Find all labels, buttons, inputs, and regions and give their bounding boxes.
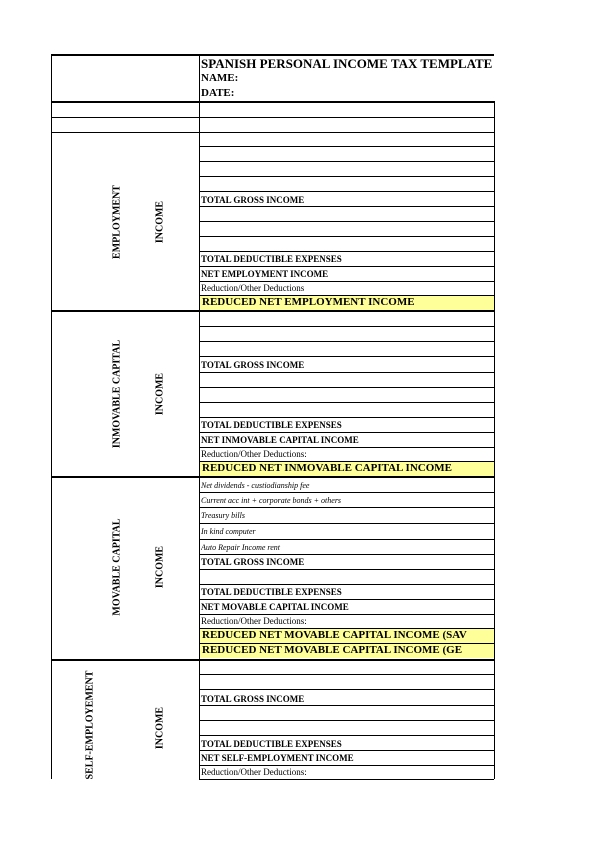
row-line bbox=[199, 387, 494, 388]
inmovable-net: NET INMOVABLE CAPITAL INCOME bbox=[201, 435, 359, 445]
self-employment-total-deductible: TOTAL DEDUCTIBLE EXPENSES bbox=[201, 739, 342, 749]
employment-reduced-net-highlight bbox=[200, 296, 494, 310]
section-divider bbox=[51, 659, 494, 661]
movable-item: Auto Repair Income rent bbox=[201, 543, 281, 552]
section-divider bbox=[51, 310, 494, 312]
name-label: NAME: bbox=[201, 72, 239, 84]
header-bottom-border bbox=[51, 101, 494, 103]
self-employment-net: NET SELF-EMPLOYMENT INCOME bbox=[201, 753, 354, 763]
section-type-employment: INCOME bbox=[154, 200, 166, 244]
row-line bbox=[199, 569, 494, 570]
row-line bbox=[199, 554, 494, 555]
row-line bbox=[199, 206, 494, 207]
row-line bbox=[199, 674, 494, 675]
section-type-inmovable: INCOME bbox=[154, 372, 166, 416]
movable-net: NET MOVABLE CAPITAL INCOME bbox=[201, 602, 349, 612]
row-line bbox=[199, 236, 494, 237]
row-line bbox=[199, 356, 494, 357]
section-divider bbox=[51, 476, 494, 478]
inmovable-reduction: Reduction/Other Deductions: bbox=[201, 449, 307, 459]
row-line bbox=[199, 146, 494, 147]
movable-item: Net dividends - custiodianship fee bbox=[201, 481, 310, 490]
row-line bbox=[199, 161, 494, 162]
row-line bbox=[199, 176, 494, 177]
row-line bbox=[199, 432, 494, 433]
row-line bbox=[199, 507, 494, 508]
section-type-self-employment: INCOME bbox=[154, 706, 166, 750]
self-employment-reduction: Reduction/Other Deductions: bbox=[201, 767, 307, 777]
row-line bbox=[199, 191, 494, 192]
row-line bbox=[199, 341, 494, 342]
page-title: SPANISH PERSONAL INCOME TAX TEMPLATE bbox=[201, 56, 493, 71]
row-line bbox=[199, 599, 494, 600]
inmovable-total-deductible: TOTAL DEDUCTIBLE EXPENSES bbox=[201, 420, 342, 430]
movable-total-gross: TOTAL GROSS INCOME bbox=[201, 557, 305, 567]
employment-reduced-net: REDUCED NET EMPLOYMENT INCOME bbox=[202, 296, 415, 308]
section-label-movable: MOVABLE CAPITAL bbox=[111, 518, 123, 616]
section-type-movable: INCOME bbox=[154, 545, 166, 589]
section-label-employment: EMPLOYMENT bbox=[111, 185, 123, 259]
row-line bbox=[199, 402, 494, 403]
self-employment-total-gross: TOTAL GROSS INCOME bbox=[201, 694, 305, 704]
row-line bbox=[199, 372, 494, 373]
movable-total-deductible: TOTAL DEDUCTIBLE EXPENSES bbox=[201, 587, 342, 597]
row-line bbox=[199, 779, 494, 780]
movable-item: Treasury bills bbox=[201, 511, 245, 520]
row-line bbox=[199, 584, 494, 585]
inmovable-total-gross: TOTAL GROSS INCOME bbox=[201, 360, 305, 370]
movable-item: In kind computer bbox=[201, 527, 256, 536]
row-line bbox=[199, 705, 494, 706]
section-label-inmovable: INMOVABLE CAPITAL bbox=[111, 339, 123, 449]
row-line bbox=[199, 539, 494, 540]
employment-total-gross: TOTAL GROSS INCOME bbox=[201, 195, 305, 205]
row-line bbox=[199, 492, 494, 493]
movable-reduction: Reduction/Other Deductions: bbox=[201, 616, 307, 626]
right-border bbox=[494, 101, 495, 779]
row-line bbox=[51, 132, 494, 133]
date-label: DATE: bbox=[201, 87, 235, 99]
movable-item: Current acc int + corporate bonds + others bbox=[201, 496, 342, 505]
row-line bbox=[199, 221, 494, 222]
inmovable-reduced-net: REDUCED NET INMOVABLE CAPITAL INCOME bbox=[202, 462, 452, 474]
inmovable-reduced-net-highlight bbox=[200, 462, 494, 476]
movable-reduced-sav-highlight bbox=[200, 629, 494, 643]
row-line bbox=[51, 117, 494, 118]
section-label-self-employment: SELF-EMPLOYEMENT bbox=[84, 670, 96, 780]
left-border bbox=[51, 54, 52, 779]
employment-reduction: Reduction/Other Deductions bbox=[201, 283, 305, 293]
row-line bbox=[199, 523, 494, 524]
row-line bbox=[199, 750, 494, 751]
employment-net: NET EMPLOYMENT INCOME bbox=[201, 269, 329, 279]
row-line bbox=[199, 720, 494, 721]
employment-total-deductible: TOTAL DEDUCTIBLE EXPENSES bbox=[201, 254, 342, 264]
row-line bbox=[199, 417, 494, 418]
row-line bbox=[199, 689, 494, 690]
row-line bbox=[199, 266, 494, 267]
movable-reduced-ge: REDUCED NET MOVABLE CAPITAL INCOME (GE bbox=[202, 644, 463, 656]
row-line bbox=[199, 251, 494, 252]
row-line bbox=[199, 735, 494, 736]
movable-reduced-ge-highlight bbox=[200, 644, 494, 658]
movable-reduced-sav: REDUCED NET MOVABLE CAPITAL INCOME (SAV bbox=[202, 629, 467, 641]
row-line bbox=[199, 326, 494, 327]
